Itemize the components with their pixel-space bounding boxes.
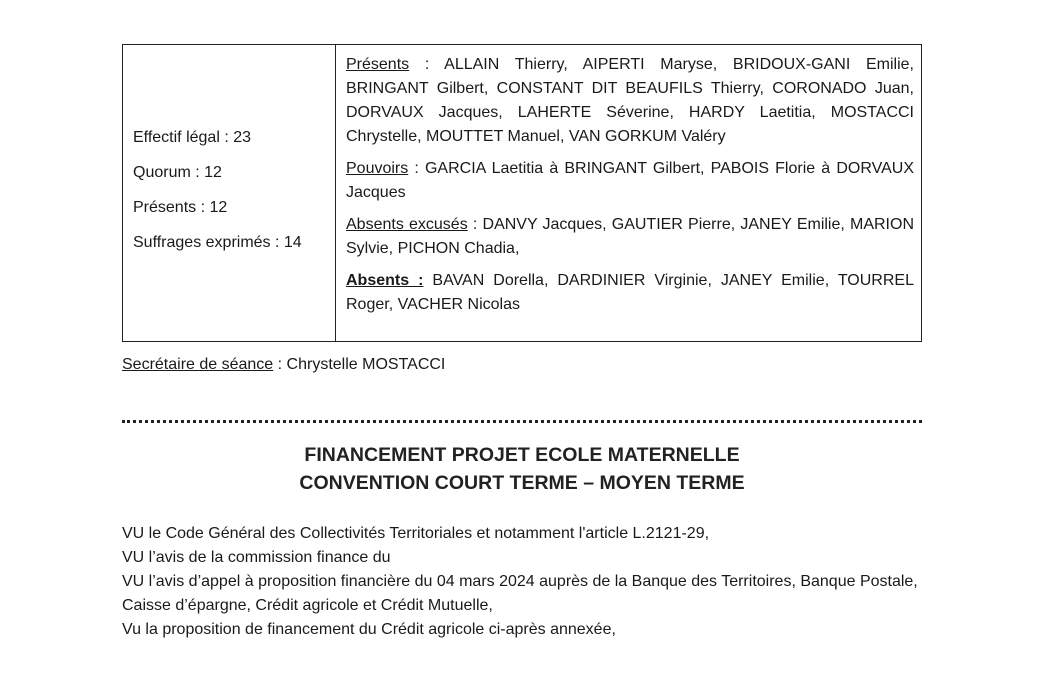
- attendance-list-column: [346, 53, 914, 325]
- absents-paragraph: [346, 269, 914, 317]
- stat-suffrages: Suffrages exprimés : 14: [133, 234, 302, 251]
- dotted-separator: [122, 420, 922, 423]
- stat-presents: Présents : 12: [133, 199, 228, 216]
- excuses-list: : DANVY Jacques, GAUTIER Pierre, JANEY Emilie, MARION Sylvie, PICHON Chadia,: [346, 216, 915, 257]
- considerant-line: VU l’avis de la commission finance du: [122, 549, 391, 566]
- absents-list: BAVAN Dorella, DARDINIER Virginie, JANEY Emilie, TOURREL Roger, VACHER Nicolas: [346, 272, 914, 313]
- considerant-line: VU le Code Général des Collectivités Territoriales et notamment l'article L.2121-29,: [122, 525, 710, 542]
- pouvoirs-paragraph: [346, 157, 914, 205]
- excuses-paragraph: [346, 213, 914, 261]
- considerant-line: Vu la proposition de financement du Crédit agricole ci-après annexée,: [122, 621, 616, 638]
- excuses-label: Absents excusés: [346, 216, 468, 233]
- title-line-1: FINANCEMENT PROJET ECOLE MATERNELLE: [304, 444, 740, 466]
- secretary-line: [122, 356, 445, 374]
- deliberation-title: [122, 441, 922, 497]
- considerant-line: VU l’avis d’appel à proposition financière du 04 mars 2024 auprès de la Banque des Territoires, Banque Postale, Caisse d’épargne, Crédit agricole et Crédit Mutuelle,: [122, 573, 918, 614]
- title-line-2: CONVENTION COURT TERME – MOYEN TERME: [299, 472, 745, 494]
- considerants-block: [122, 522, 922, 642]
- absents-label: Absents :: [346, 272, 424, 289]
- attendance-stats-column: [123, 45, 336, 341]
- presents-list: : ALLAIN Thierry, AIPERTI Maryse, BRIDOUX-GANI Emilie, BRINGANT Gilbert, CONSTANT DIT BEAUFILS Thierry, CORONADO Juan, DORVAUX Jacques, LAHERTE Séverine, HARDY Laetitia, MOSTACCI Chrystelle, MOUTTET Manuel, VAN GORKUM Valéry: [346, 56, 914, 145]
- secretary-name: : Chrystelle MOSTACCI: [273, 356, 446, 373]
- presents-label: Présents: [346, 56, 410, 73]
- attendance-table: [122, 44, 922, 342]
- pouvoirs-label: Pouvoirs: [346, 160, 409, 177]
- presents-paragraph: [346, 53, 914, 149]
- stat-effectif-legal: Effectif légal : 23: [133, 129, 251, 146]
- pouvoirs-list: : GARCIA Laetitia à BRINGANT Gilbert, PABOIS Florie à DORVAUX Jacques: [346, 160, 914, 201]
- stat-quorum: Quorum : 12: [133, 164, 222, 181]
- secretary-label: Secrétaire de séance: [122, 356, 274, 373]
